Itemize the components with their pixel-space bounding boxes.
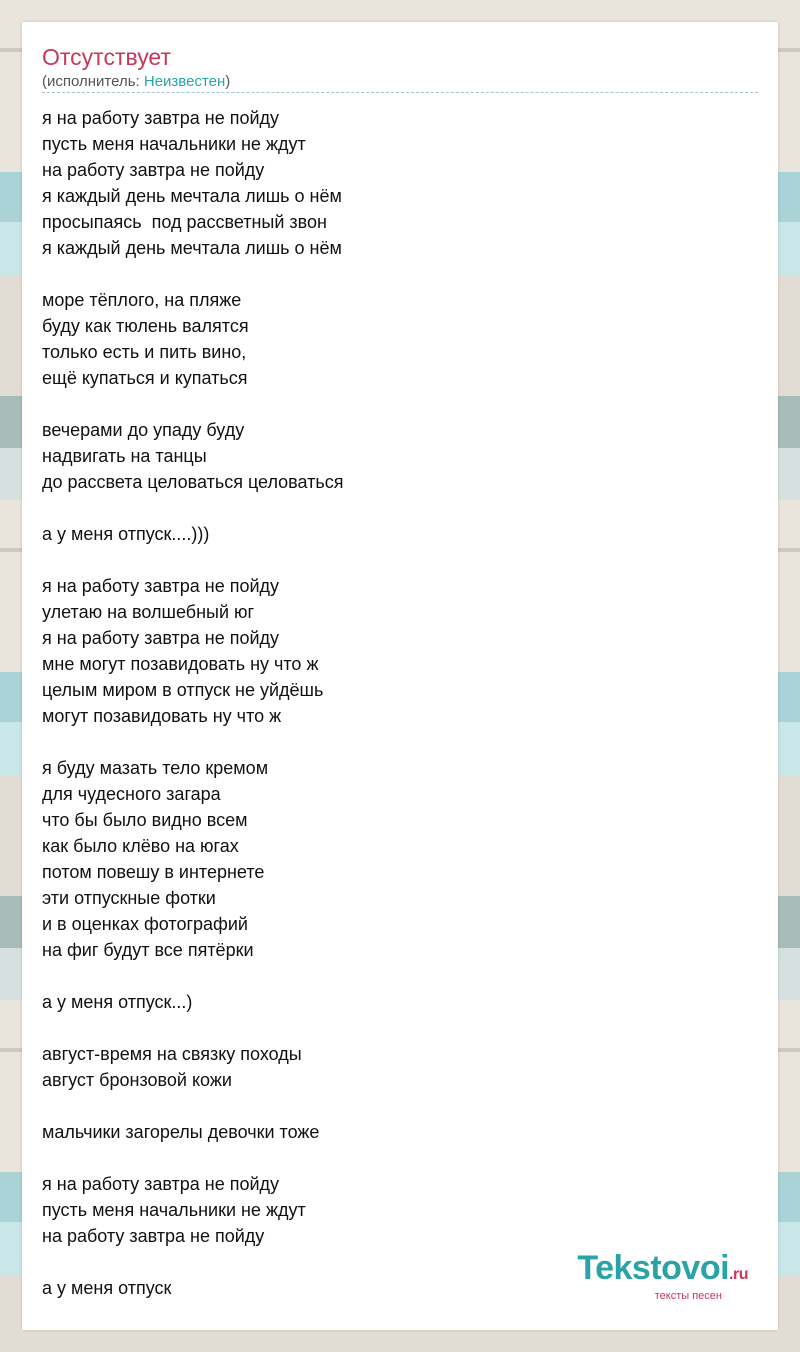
lyric-line: я на работу завтра не пойду bbox=[42, 576, 280, 596]
lyric-line: я на работу завтра не пойду bbox=[42, 1174, 280, 1194]
lyric-blank-line bbox=[42, 729, 742, 755]
artist-prefix: (исполнитель: bbox=[42, 73, 144, 90]
lyric-blank-line bbox=[42, 963, 742, 989]
lyric-line: август-время на связку походы bbox=[42, 1044, 302, 1064]
artist-suffix: ) bbox=[225, 73, 231, 90]
lyric-line: море тёплого, на пляже bbox=[42, 290, 242, 310]
lyric-line: улетаю на волшебный юг bbox=[42, 602, 255, 622]
lyric-line: буду как тюлень валятся bbox=[42, 316, 249, 336]
lyric-line: на работу завтра не пойду bbox=[42, 160, 265, 180]
song-title: Отсутствует bbox=[42, 44, 171, 70]
lyric-line: и в оценках фотографий bbox=[42, 914, 248, 934]
lyric-line: на фиг будут все пятёрки bbox=[42, 940, 254, 960]
logo-wordmark: Tekstovoi bbox=[577, 1249, 730, 1287]
lyric-blank-line bbox=[42, 1093, 742, 1119]
lyric-line: до рассвета целоваться целоваться bbox=[42, 472, 344, 492]
lyric-line: вечерами до упаду буду bbox=[42, 420, 245, 440]
lyric-line: пусть меня начальники не ждут bbox=[42, 1200, 306, 1220]
lyric-line: потом повешу в интернете bbox=[42, 862, 265, 882]
lyric-line: я на работу завтра не пойду bbox=[42, 108, 280, 128]
lyric-blank-line bbox=[42, 1015, 742, 1041]
lyrics-card bbox=[22, 22, 778, 1330]
lyric-line: на работу завтра не пойду bbox=[42, 1226, 265, 1246]
lyric-line: ещё купаться и купаться bbox=[42, 368, 248, 388]
artist-line bbox=[42, 73, 230, 91]
lyric-line: для чудесного загара bbox=[42, 784, 221, 804]
artist-link[interactable]: Неизвестен bbox=[143, 73, 226, 90]
lyric-line: мне могут позавидовать ну что ж bbox=[42, 654, 319, 674]
lyric-blank-line bbox=[42, 1145, 742, 1171]
lyric-blank-line bbox=[42, 391, 742, 417]
lyric-line: а у меня отпуск....))) bbox=[42, 524, 210, 544]
lyric-line: просыпаясь под рассветный звон bbox=[42, 212, 327, 232]
lyric-line: эти отпускные фотки bbox=[42, 888, 216, 908]
lyric-blank-line bbox=[42, 261, 742, 287]
site-logo[interactable] bbox=[577, 1251, 748, 1302]
logo-tld: .ru bbox=[729, 1266, 748, 1283]
logo-tagline: тексты песен bbox=[654, 1290, 722, 1302]
lyric-line: я каждый день мечтала лишь о нём bbox=[42, 238, 342, 258]
lyric-line: могут позавидовать ну что ж bbox=[42, 706, 282, 726]
lyric-line: я каждый день мечтала лишь о нём bbox=[42, 186, 342, 206]
lyric-line: а у меня отпуск bbox=[42, 1278, 172, 1298]
lyric-line: что бы было видно всем bbox=[42, 810, 248, 830]
lyrics-text bbox=[42, 105, 742, 1301]
lyric-line: целым миром в отпуск не уйдёшь bbox=[42, 680, 324, 700]
lyric-line: август бронзовой кожи bbox=[42, 1070, 232, 1090]
lyric-line: мальчики загорелы девочки тоже bbox=[42, 1122, 320, 1142]
title-divider bbox=[42, 92, 758, 93]
lyric-line: пусть меня начальники не ждут bbox=[42, 134, 306, 154]
lyric-line: надвигать на танцы bbox=[42, 446, 207, 466]
lyric-line: а у меня отпуск...) bbox=[42, 992, 193, 1012]
lyric-line: только есть и пить вино, bbox=[42, 342, 247, 362]
lyric-line: как было клёво на югах bbox=[42, 836, 239, 856]
lyric-line: я на работу завтра не пойду bbox=[42, 628, 280, 648]
lyric-blank-line bbox=[42, 495, 742, 521]
lyric-blank-line bbox=[42, 547, 742, 573]
lyric-line: я буду мазать тело кремом bbox=[42, 758, 269, 778]
